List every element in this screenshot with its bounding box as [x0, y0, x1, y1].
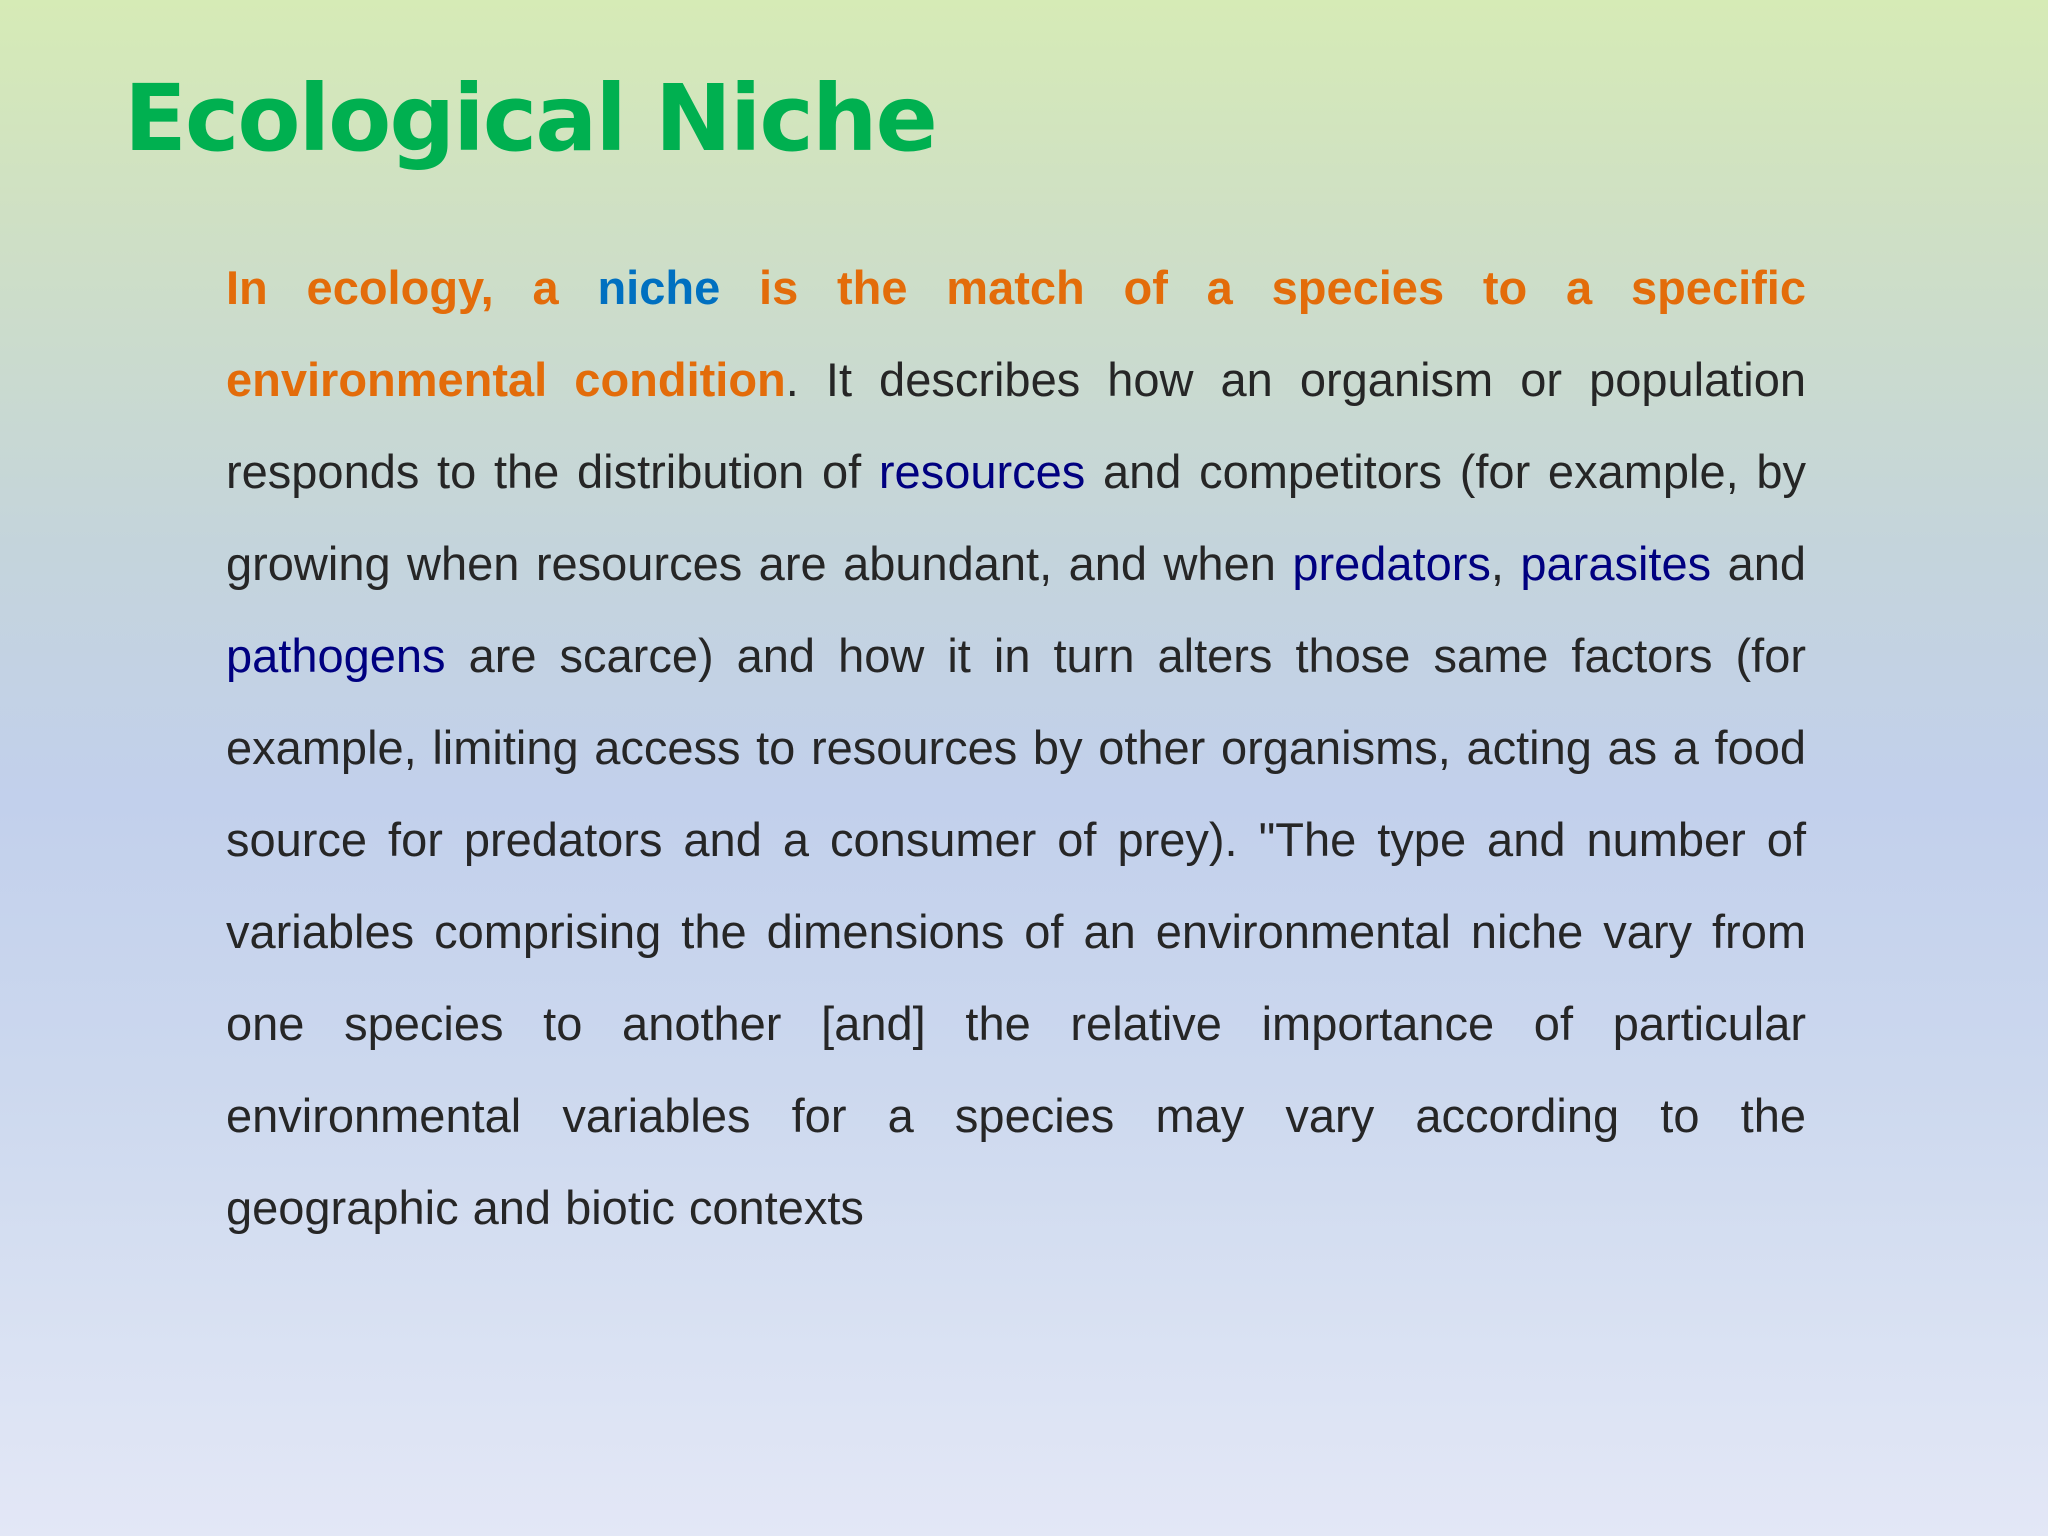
body-text-4: and — [1711, 537, 1806, 590]
link-resources[interactable]: resources — [878, 445, 1086, 498]
definition-rest: is the match of a species to a specific environmental condition — [226, 261, 1806, 406]
body-paragraph — [226, 242, 1806, 1254]
link-parasites[interactable]: parasites — [1520, 537, 1712, 590]
link-pathogens[interactable]: pathogens — [226, 629, 446, 682]
body-text-2: and competitors (for example, by growing when resources are abundant, and when — [226, 445, 1806, 590]
body-text-3: , — [1490, 537, 1521, 590]
slide-title: Ecological Niche — [124, 65, 936, 172]
link-predators[interactable]: predators — [1292, 537, 1491, 590]
body-text-5: are scarce) and how it in turn alters those same factors (for example, limiting access to resources by other organisms, acting as a food source for predators and a consumer of prey). "The type and number of variables comprising the dimensions of an environmental niche vary from one species to another [and] the relative importance of particular environmental variables for a species may vary according to the geographic and biotic contexts — [226, 629, 1806, 1234]
niche-term: niche — [597, 261, 721, 314]
definition-lead: In ecology, a — [226, 261, 598, 314]
body-text-1: . It describes how an organism or population responds to the distribution of — [226, 353, 1806, 498]
